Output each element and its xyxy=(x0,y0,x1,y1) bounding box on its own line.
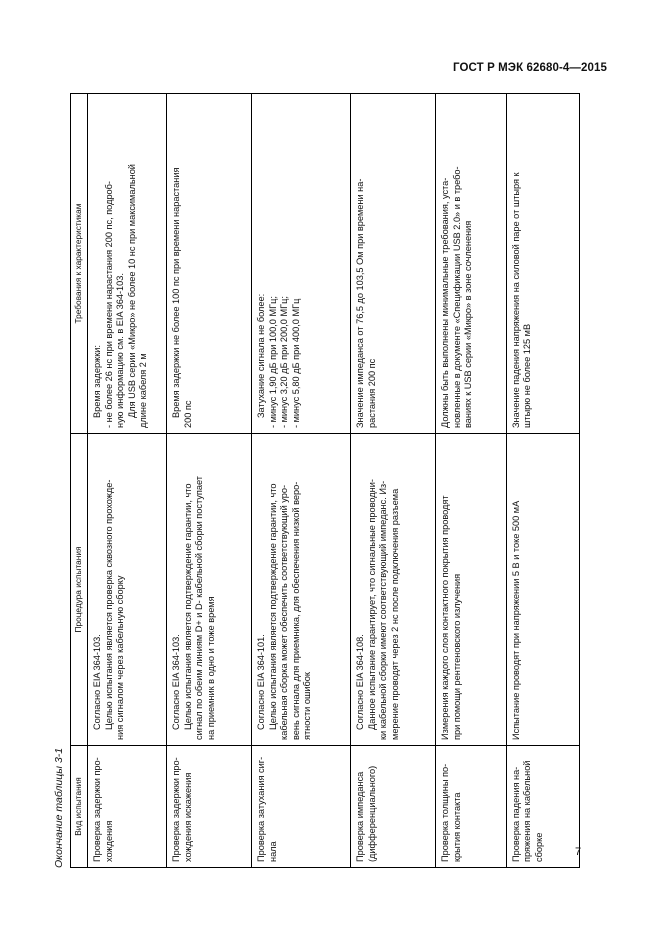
standard-code: ГОСТ Р МЭК 62680-4—2015 xyxy=(453,62,607,74)
test-name: Проверка задержки про- хождения xyxy=(92,757,114,862)
requirement-line: Значение падения напряжения на силовой паре от штыря к штырю не более 125 мВ xyxy=(510,172,533,428)
cell-procedure xyxy=(167,434,252,746)
column-header-requirements: Требования к характеристикам xyxy=(71,94,88,434)
column-header-procedure: Процедура испытания xyxy=(71,434,88,746)
procedure-line: Согласно EIA 364-103. xyxy=(92,634,102,730)
procedure-line: Согласно EIA 364-101. xyxy=(255,634,266,730)
procedure-line: Согласно EIA 364-103. xyxy=(171,634,182,730)
table-row xyxy=(167,94,252,868)
procedure-line: Целью испытания является проверка сквозного прохожде- ния сигналом через кабельную сборку xyxy=(103,479,126,740)
rotated-table-container xyxy=(52,88,582,868)
test-table xyxy=(70,93,580,868)
requirement-line: Значение импеданса от 76,5 до 103,5 Ом при времени на- растания 200 пс xyxy=(355,178,377,428)
cell-procedure xyxy=(88,434,167,746)
column-header-test: Вид испытания xyxy=(71,746,88,868)
table-row xyxy=(351,94,436,868)
requirement-line: - не более 26 нс при времени нарастания 200 пс, подроб- ную информацию см. в EIA 364-103. xyxy=(103,181,126,428)
cell-requirements xyxy=(351,94,436,434)
cell-requirements xyxy=(436,94,507,434)
test-name: Проверка задержки про- хождения искажения xyxy=(171,757,193,862)
requirement-line: Затухание сигнала не более: xyxy=(255,293,266,418)
procedure-line: Согласно EIA 364-108. xyxy=(355,634,366,730)
table-row xyxy=(436,94,507,868)
cell-procedure xyxy=(506,434,579,746)
cell-requirements xyxy=(251,94,350,434)
attenuation-list xyxy=(268,99,303,428)
requirement-line: Время задержки не более 100 пс при времени нарастания 200 пс xyxy=(171,167,193,428)
test-name: Проверка затухания сиг- нала xyxy=(255,756,278,862)
requirement-line: Для USB серии «Микро» не более 10 нс при максимальной длине кабеля 2 м xyxy=(126,164,149,428)
table-row xyxy=(506,94,579,868)
list-item: - минус 3,20 дБ при 200,0 МГц; xyxy=(279,296,290,428)
procedure-line: Измерения каждого слоя контактного покрытия проводят при помощи рентгеновского излучения xyxy=(440,495,462,740)
cell-requirements xyxy=(506,94,579,434)
table-header-row xyxy=(71,94,88,868)
cell-test xyxy=(351,746,436,868)
table-row xyxy=(251,94,350,868)
cell-test xyxy=(167,746,252,868)
cell-test xyxy=(506,746,582,868)
list-item: - минус 5,80 дБ при 400,0 МГц xyxy=(290,298,301,428)
procedure-line: Целью испытания является подтверждение гарантии, что кабельная сборка может обеспечить соответствующий уро- вень сигнала для приемника, для обеспечения низкой веро- ятности ошибок xyxy=(267,481,313,740)
cell-requirements xyxy=(167,94,252,434)
test-name: Проверка импеданса (дифференциального) xyxy=(355,765,377,862)
list-item: - минус 1,90 дБ при 100,0 МГц; xyxy=(267,296,278,428)
procedure-line: Целью испытания является подтверждение гарантии, что сигнал по обеим линиям D+ и D- кабельной сборки поступает на приемник в одно и тоже время xyxy=(182,476,216,740)
cell-test xyxy=(436,746,507,868)
cell-test xyxy=(251,746,350,868)
cell-requirements xyxy=(88,94,167,434)
page-number: 7 xyxy=(575,846,582,858)
table-caption: Окончание таблицы 3-1 xyxy=(53,747,65,868)
table-row xyxy=(88,94,167,868)
cell-procedure xyxy=(436,434,507,746)
test-name: Проверка толщины по- крытия контакта xyxy=(440,763,462,862)
test-name: Проверка падения на- пряжения на кабельной сборке xyxy=(510,760,544,862)
cell-procedure xyxy=(351,434,436,746)
cell-test xyxy=(88,746,167,868)
cell-procedure xyxy=(251,434,350,746)
requirement-line: Должны быть выполнены минимальные требования, уста- новленные в документе «Спецификации USB 2.0» и в требо- ваниях к USB серии «Микро» в зоне сочленения xyxy=(440,166,474,428)
requirement-line: Время задержки: xyxy=(92,345,102,418)
procedure-line: Испытание проводят при напряжении 5 В и токе 500 мА xyxy=(510,500,521,740)
procedure-line: Данное испытание гарантирует, что сигнальные проводни- ки кабельной сборки имеют соответствующий импеданс. Из- мерение проводят через 2 нс после подключения разъема xyxy=(366,479,400,740)
